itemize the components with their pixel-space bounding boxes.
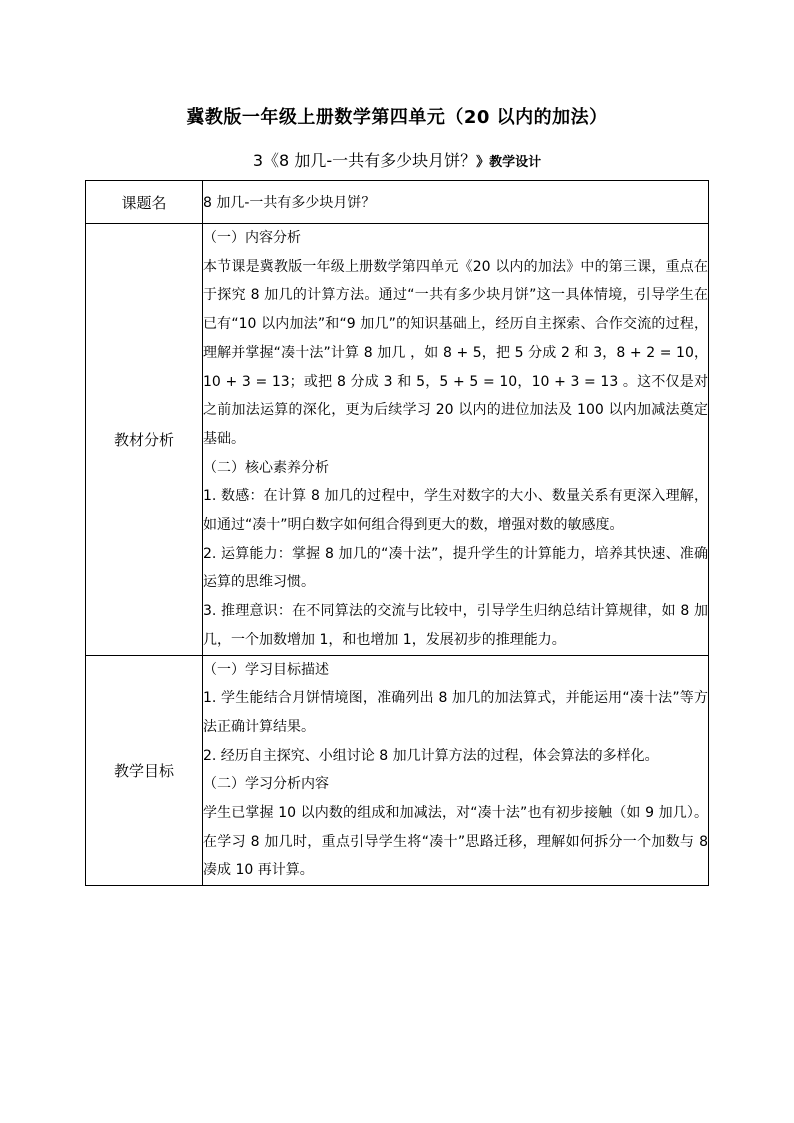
content-analysis-text: 本节课是冀教版一年级上册数学第四单元《20 以内的加法》中的第三课，重点在于探究 8 加几的计算方法。通过“一共有多少块月饼”这一具体情境，引导学生在已有“10 以内加法”和“9 加几”的知识基础上，经历自主探索、合作交流的过程，理解并掌握“凑十法”计算 8 加几 ，如 8 + 5，把 5 分成 2 和 3，8 + 2 = 10，10 + 3 = 13；或把 8 分成 3 和 5，5 + 5 = 10，10 + 3 = 13 。这不仅是对之前加法运算的深化，更为后续学习 20 以内的进位加法及 100 以内加减法奠定基础。 (203, 258, 708, 447)
subtitle-main: 3《8 加几-一共有多少块月饼？ (252, 151, 477, 170)
learning-goals-heading: （一）学习目标描述 (203, 661, 329, 678)
teaching-goals-label: 教学目标 (86, 655, 203, 886)
lesson-design-table (85, 180, 709, 886)
learning-analysis-text: 学生已掌握 10 以内数的组成和加减法，对“凑十法”也有初步接触（如 9 加几）。在学习 8 加几时，重点引导学生将“凑十”思路迁移，理解如何拆分一个加数与 8 凑成 10 再计算。 (203, 805, 708, 879)
core-literacy-item-2: 2. 运算能力：掌握 8 加几的“凑十法”，提升学生的计算能力，培养其快速、准确运算的思维习惯。 (203, 545, 708, 591)
document-title: 冀教版一年级上册数学第四单元（20 以内的加法） (186, 107, 608, 128)
subtitle-suffix: 》教学设计 (476, 155, 542, 170)
learning-analysis-heading: （二）学习分析内容 (203, 776, 329, 793)
topic-label: 课题名 (86, 181, 203, 224)
content-analysis-heading: （一）内容分析 (203, 230, 301, 246)
core-literacy-heading: （二）核心素养分析 (203, 459, 329, 476)
core-literacy-item-1: 1. 数感：在计算 8 加几的过程中，学生对数字的大小、数量关系有更深入理解，如通过“凑十”明白数字如何组合得到更大的数，增强对数的敏感度。 (203, 488, 708, 534)
topic-row (86, 181, 709, 224)
material-analysis-content (203, 224, 709, 656)
teaching-goals-row (86, 655, 709, 886)
learning-goal-item-1: 1. 学生能结合月饼情境图，准确列出 8 加几的加法算式，并能运用“凑十法”等方法正确计算结果。 (203, 690, 708, 735)
learning-goal-item-2: 2. 经历自主探究、小组讨论 8 加几计算方法的过程，体会算法的多样化。 (203, 747, 659, 764)
teaching-goals-content (203, 655, 709, 886)
core-literacy-item-3: 3. 推理意识：在不同算法的交流与比较中，引导学生归纳总结计算规律，如 8 加几，一个加数增加 1，和也增加 1，发展初步的推理能力。 (203, 603, 708, 648)
topic-value: 8 加几-一共有多少块月饼？ (203, 181, 709, 224)
material-analysis-row (86, 224, 709, 656)
material-analysis-label: 教材分析 (86, 224, 203, 656)
document-subtitle (0, 148, 794, 171)
